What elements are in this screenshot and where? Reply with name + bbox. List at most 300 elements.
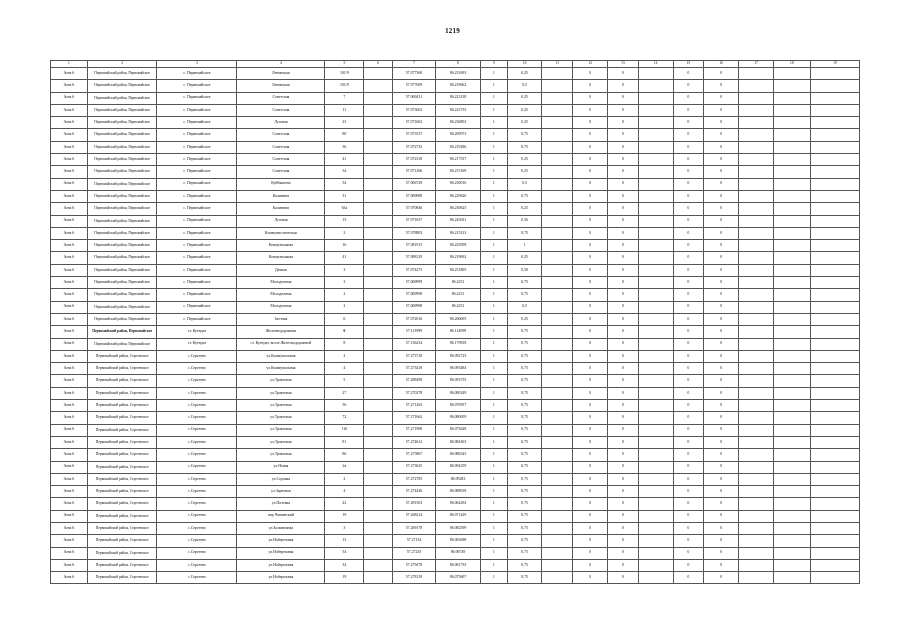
table-cell: 0	[704, 522, 739, 534]
table-cell: Зона 6	[51, 277, 88, 289]
table-cell	[773, 486, 810, 498]
table-cell: 0	[608, 80, 639, 92]
table-row	[51, 104, 860, 116]
table-row	[51, 400, 860, 412]
table-cell: 0,25	[507, 203, 542, 215]
table-cell: 0	[673, 68, 704, 80]
table-cell	[542, 350, 573, 362]
table-cell: 1	[481, 473, 508, 485]
table-cell: 1	[481, 301, 508, 313]
table-cell: 0	[608, 264, 639, 276]
table-cell	[638, 449, 673, 461]
table-cell: 0	[573, 178, 608, 190]
table-cell: ул.Набережная	[237, 547, 325, 559]
table-row	[51, 535, 860, 547]
table-cell	[542, 436, 573, 448]
table-cell: 0	[673, 510, 704, 522]
table-cell: 57.270278	[393, 387, 436, 399]
table-header-row	[51, 61, 860, 68]
table-cell: 0,75	[507, 129, 542, 141]
table-cell: Первомайский район, Сергеевское	[87, 473, 157, 485]
table-cell: 0	[673, 363, 704, 375]
table-cell: ул.Набережная	[237, 559, 325, 571]
table-cell	[810, 289, 859, 301]
table-cell: 1	[481, 449, 508, 461]
table-cell: 86.219692	[436, 252, 481, 264]
table-cell: 86.093755	[436, 375, 481, 387]
table-cell	[739, 215, 774, 227]
table-cell	[810, 141, 859, 153]
table-cell	[810, 412, 859, 424]
table-cell: 1	[481, 129, 508, 141]
register-table	[50, 60, 860, 584]
table-row	[51, 289, 860, 301]
table-cell	[542, 289, 573, 301]
table-row	[51, 313, 860, 325]
table-cell: 57.072616	[393, 313, 436, 325]
table-cell: 0	[573, 141, 608, 153]
table-cell: 0	[704, 264, 739, 276]
table-cell: 0	[673, 375, 704, 387]
table-cell: Первомайский район, Первомайское	[87, 313, 157, 325]
table-cell	[739, 486, 774, 498]
table-cell: 0,5	[507, 301, 542, 313]
table-cell	[810, 301, 859, 313]
table-cell: 0	[673, 190, 704, 202]
table-cell: 0	[573, 68, 608, 80]
table-row	[51, 203, 860, 215]
table-cell	[810, 375, 859, 387]
table-cell	[364, 350, 393, 362]
table-cell: 0	[573, 350, 608, 362]
table-cell	[364, 117, 393, 129]
table-cell	[773, 289, 810, 301]
table-cell	[638, 498, 673, 510]
table-cell	[542, 68, 573, 80]
table-cell: 86.061735	[436, 559, 481, 571]
table-cell	[739, 338, 774, 350]
table-cell	[739, 326, 774, 338]
table-cell	[638, 461, 673, 473]
table-cell: 0	[704, 215, 739, 227]
table-cell: ст. Куендат	[157, 338, 237, 350]
table-cell: Зона 6	[51, 547, 88, 559]
table-cell: 0,75	[507, 326, 542, 338]
table-cell: 41	[325, 154, 364, 166]
table-cell: Зона 6	[51, 522, 88, 534]
table-cell: Первомайский район, Первомайское	[87, 104, 157, 116]
table-cell: с.Сергеево	[157, 547, 237, 559]
table-cell	[739, 277, 774, 289]
table-cell	[638, 473, 673, 485]
table-row	[51, 572, 860, 584]
table-row	[51, 350, 860, 362]
table-cell: 57.136234	[393, 338, 436, 350]
table-cell: с. Первомайское	[157, 289, 237, 301]
table-cell: 0	[704, 559, 739, 571]
table-cell: 86.225958	[436, 240, 481, 252]
table-cell: ул.Трактовая	[237, 400, 325, 412]
table-cell	[364, 498, 393, 510]
table-cell: Первомайский район, Сергеевское	[87, 535, 157, 547]
table-cell: 0,75	[507, 350, 542, 362]
table-cell: Зона 6	[51, 326, 88, 338]
table-cell	[810, 387, 859, 399]
table-cell: 86.215169	[436, 166, 481, 178]
table-cell	[739, 289, 774, 301]
table-cell: 1	[481, 313, 508, 325]
table-cell	[810, 338, 859, 350]
table-row	[51, 461, 860, 473]
table-cell	[542, 412, 573, 424]
table-cell	[638, 313, 673, 325]
table-cell: 0	[608, 203, 639, 215]
table-cell: Первомайский район, Сергеевское	[87, 400, 157, 412]
table-cell: Первомайский район, Первомайское	[87, 203, 157, 215]
table-cell	[773, 424, 810, 436]
table-cell: 63а	[325, 203, 364, 215]
table-cell: 1	[507, 240, 542, 252]
table-cell: с.Сергеево	[157, 522, 237, 534]
table-cell: 1	[481, 498, 508, 510]
table-cell: 0	[704, 190, 739, 202]
table-cell	[638, 154, 673, 166]
table-cell	[542, 498, 573, 510]
table-cell	[739, 203, 774, 215]
table-cell: 4	[325, 486, 364, 498]
table-cell	[773, 572, 810, 584]
table-cell: 0,75	[507, 510, 542, 522]
table-cell: 0	[704, 326, 739, 338]
table-cell	[810, 350, 859, 362]
table-cell: 57.27235	[393, 547, 436, 559]
table-cell: 0	[704, 166, 739, 178]
table-cell: 0	[704, 240, 739, 252]
table-cell: с.Сергеево	[157, 412, 237, 424]
table-cell	[364, 141, 393, 153]
table-cell	[638, 166, 673, 178]
table-cell: Луговая	[237, 117, 325, 129]
table-cell	[542, 535, 573, 547]
table-cell: 57.073537	[393, 129, 436, 141]
table-cell: 0	[704, 141, 739, 153]
table-cell: Первомайский район, Первомайское	[87, 277, 157, 289]
table-cell: 0	[608, 424, 639, 436]
table-cell: 0	[608, 572, 639, 584]
table-cell: 0	[608, 412, 639, 424]
table-cell	[739, 375, 774, 387]
table-cell: 1	[481, 166, 508, 178]
table-cell: 86.063698	[436, 535, 481, 547]
table-cell: 0	[673, 92, 704, 104]
table-cell: 0	[704, 449, 739, 461]
table-cell	[739, 436, 774, 448]
table-cell: с.Сергеево	[157, 449, 237, 461]
table-cell: 0,25	[507, 92, 542, 104]
table-cell	[810, 522, 859, 534]
table-cell	[364, 375, 393, 387]
table-cell: 86.245031	[436, 215, 481, 227]
table-cell	[638, 547, 673, 559]
table-cell: 57.273418	[393, 363, 436, 375]
table-row	[51, 510, 860, 522]
table-cell	[810, 277, 859, 289]
table-cell: 57.268214	[393, 510, 436, 522]
table-cell	[739, 350, 774, 362]
table-cell: 0	[704, 80, 739, 92]
table-cell: 0	[673, 338, 704, 350]
table-cell: 0	[673, 547, 704, 559]
table-cell: 0,75	[507, 375, 542, 387]
table-cell: 0,75	[507, 547, 542, 559]
table-cell: 0	[573, 326, 608, 338]
table-cell: 1	[481, 141, 508, 153]
table-cell	[810, 449, 859, 461]
table-cell	[364, 92, 393, 104]
table-cell: с. Первомайское	[157, 203, 237, 215]
table-cell: 116	[325, 424, 364, 436]
table-cell: с.Сергеево	[157, 350, 237, 362]
table-row	[51, 424, 860, 436]
table-cell: 1	[481, 350, 508, 362]
table-cell: с. Первомайское	[157, 80, 237, 92]
table-cell: Первомайский район, Сергеевское	[87, 436, 157, 448]
table-cell	[773, 141, 810, 153]
table-cell: 0	[704, 375, 739, 387]
table-cell: 0,75	[507, 363, 542, 375]
table-cell: 19	[325, 510, 364, 522]
table-cell	[364, 154, 393, 166]
table-cell: 1	[481, 375, 508, 387]
table-cell	[739, 154, 774, 166]
table-cell: 0	[704, 498, 739, 510]
table-cell	[542, 522, 573, 534]
column-number: 8	[436, 61, 481, 68]
table-cell	[773, 203, 810, 215]
table-cell: 0	[673, 178, 704, 190]
table-cell	[638, 486, 673, 498]
table-cell: с. Первомайское	[157, 264, 237, 276]
table-cell: 0	[704, 178, 739, 190]
table-cell: Первомайский район, Сергеевское	[87, 572, 157, 584]
table-cell: 57.069999	[393, 277, 436, 289]
table-cell: 0	[573, 92, 608, 104]
table-cell: 0,25	[507, 117, 542, 129]
table-cell: 1	[481, 104, 508, 116]
table-row	[51, 498, 860, 510]
table-row	[51, 227, 860, 239]
table-cell: 0	[573, 252, 608, 264]
table-cell: 0	[608, 92, 639, 104]
table-cell: Зона 6	[51, 461, 88, 473]
table-cell: 0	[573, 203, 608, 215]
table-cell	[638, 400, 673, 412]
table-cell: 0	[573, 498, 608, 510]
table-cell: Зона 6	[51, 240, 88, 252]
table-cell: с.Сергеево	[157, 424, 237, 436]
table-cell: 86.082599	[436, 522, 481, 534]
table-cell: с.Сергеево	[157, 498, 237, 510]
table-cell	[542, 473, 573, 485]
table-cell: 0	[704, 313, 739, 325]
table-cell: 0	[704, 400, 739, 412]
table-cell: 5	[325, 375, 364, 387]
table-cell: 86.075607	[436, 572, 481, 584]
table-cell: 0	[573, 424, 608, 436]
table-cell: Первомайский район, Первомайское	[87, 227, 157, 239]
column-number: 2	[87, 61, 157, 68]
table-cell: 81	[325, 436, 364, 448]
table-cell: 0	[573, 375, 608, 387]
table-cell: 0,75	[507, 498, 542, 510]
table-cell	[810, 215, 859, 227]
table-cell	[810, 129, 859, 141]
table-row	[51, 363, 860, 375]
table-cell: Калинина	[237, 190, 325, 202]
table-cell: Первомайский район, Первомайское	[87, 326, 157, 338]
table-cell: Зона 6	[51, 141, 88, 153]
table-cell: 2	[325, 289, 364, 301]
table-cell: 1	[481, 535, 508, 547]
table-cell: 1	[481, 510, 508, 522]
table-cell	[638, 80, 673, 92]
table-cell: с.Сергеево	[157, 535, 237, 547]
table-cell: 0	[608, 141, 639, 153]
table-cell	[810, 190, 859, 202]
table-cell: 0,75	[507, 436, 542, 448]
table-cell: 0	[608, 129, 639, 141]
table-cell: Железнодорожная	[237, 326, 325, 338]
table-cell: Зона 6	[51, 166, 88, 178]
table-cell: 0	[573, 240, 608, 252]
table-cell: 0	[673, 436, 704, 448]
table-cell: Первомайский район, Сергеевское	[87, 412, 157, 424]
table-cell: 0,75	[507, 572, 542, 584]
table-cell: Зона 6	[51, 252, 88, 264]
table-cell: Первомайский район, Сергеевское	[87, 486, 157, 498]
table-cell: 57.273718	[393, 350, 436, 362]
table-cell	[773, 387, 810, 399]
table-cell: 1	[481, 178, 508, 190]
table-row	[51, 486, 860, 498]
table-cell: с.Сергеево	[157, 473, 237, 485]
table-cell: Зона 6	[51, 190, 88, 202]
table-cell: 57.074273	[393, 264, 436, 276]
table-cell: 0	[673, 215, 704, 227]
table-cell	[810, 363, 859, 375]
table-cell: 57.088129	[393, 252, 436, 264]
table-cell: 86.06749	[436, 547, 481, 559]
table-cell: 56	[325, 400, 364, 412]
table-cell	[638, 350, 673, 362]
table-cell	[542, 338, 573, 350]
table-cell: Первомайский район, Сергеевское	[87, 363, 157, 375]
table-cell	[773, 412, 810, 424]
table-cell: Первомайский район, Первомайское	[87, 301, 157, 313]
table-cell: 0	[573, 559, 608, 571]
table-row	[51, 68, 860, 80]
table-cell: 1	[481, 522, 508, 534]
table-cell: 86.215313	[436, 227, 481, 239]
table-cell: 86.209973	[436, 129, 481, 141]
table-cell	[542, 104, 573, 116]
table-cell	[364, 473, 393, 485]
table-cell: 57.288498	[393, 375, 436, 387]
table-cell	[638, 301, 673, 313]
table-cell: 6	[325, 326, 364, 338]
table-cell	[739, 473, 774, 485]
table-cell: 0	[573, 166, 608, 178]
table-cell	[810, 80, 859, 92]
table-cell: 0	[608, 473, 639, 485]
table-cell	[773, 363, 810, 375]
table-cell: Зона 6	[51, 313, 88, 325]
table-cell	[739, 166, 774, 178]
table-cell: Первомайский район, Первомайское	[87, 215, 157, 227]
table-cell: 0,75	[507, 559, 542, 571]
table-cell	[739, 141, 774, 153]
table-cell: с.Сергеево	[157, 375, 237, 387]
table-cell: 0,75	[507, 473, 542, 485]
table-cell	[739, 301, 774, 313]
table-cell	[364, 178, 393, 190]
table-cell: 0,75	[507, 522, 542, 534]
table-cell	[638, 264, 673, 276]
table-cell: 0	[608, 387, 639, 399]
table-cell: 2	[325, 227, 364, 239]
table-cell	[638, 412, 673, 424]
table-cell: 0	[608, 313, 639, 325]
table-cell: 57.275867	[393, 449, 436, 461]
table-cell	[542, 154, 573, 166]
table-cell: Зона 6	[51, 154, 88, 166]
table-cell	[739, 449, 774, 461]
table-cell: 57.27134	[393, 535, 436, 547]
table-cell: 0	[608, 215, 639, 227]
table-cell	[364, 486, 393, 498]
table-cell	[638, 92, 673, 104]
table-cell: 0	[608, 289, 639, 301]
table-cell: 57.274612	[393, 436, 436, 448]
table-cell: 0	[673, 252, 704, 264]
table-cell	[638, 104, 673, 116]
table-cell	[364, 535, 393, 547]
table-cell: ст. Куендат, возле Железнодорожной	[237, 338, 325, 350]
table-cell	[542, 166, 573, 178]
table-cell: 0	[573, 449, 608, 461]
table-cell: Советская	[237, 104, 325, 116]
table-cell	[638, 117, 673, 129]
table-cell: 86.179818	[436, 338, 481, 350]
table-cell: 15	[325, 215, 364, 227]
table-row	[51, 326, 860, 338]
table-cell: 0	[573, 535, 608, 547]
table-cell: 0	[573, 301, 608, 313]
table-cell: Зона 6	[51, 363, 88, 375]
table-cell	[638, 227, 673, 239]
table-cell: 57.071602	[393, 117, 436, 129]
table-cell: 1	[481, 277, 508, 289]
table-cell: 0	[608, 547, 639, 559]
table-cell: 2	[325, 473, 364, 485]
table-cell	[364, 129, 393, 141]
table-cell: 0,75	[507, 338, 542, 350]
table-cell	[773, 400, 810, 412]
table-row	[51, 252, 860, 264]
column-number: 9	[481, 61, 508, 68]
table-cell: 0	[573, 400, 608, 412]
table-cell: 0	[608, 498, 639, 510]
